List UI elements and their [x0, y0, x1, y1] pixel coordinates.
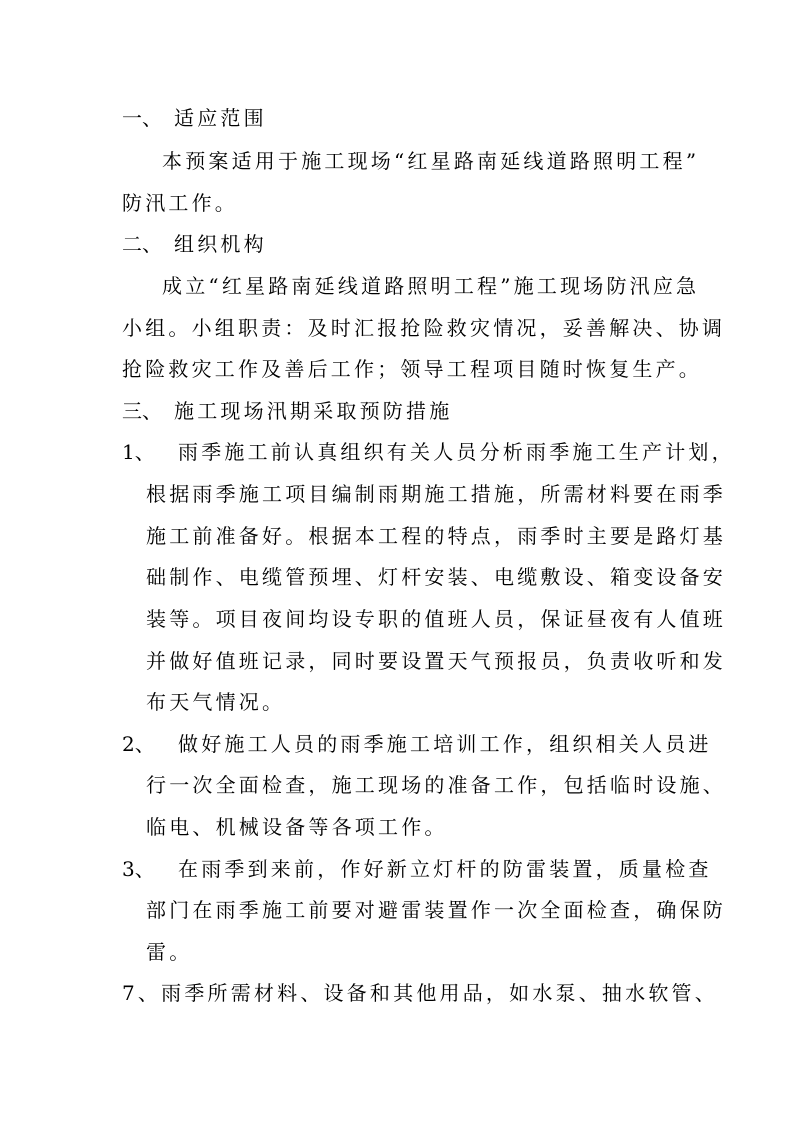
list-item-line: 7、雨季所需材料、设备和其他用品，如水泵、抽水软管、 — [122, 981, 718, 1005]
section-title: 组织机构 — [174, 232, 267, 256]
list-item-line: 根据雨季施工项目编制雨期施工措施，所需材料要在雨季 — [146, 482, 726, 506]
paragraph-line: 小组。小组职责：及时汇报抢险救灾情况，妥善解决、协调 — [122, 316, 726, 340]
paragraph-line: 抢险救灾工作及善后工作；领导工程项目随时恢复生产。 — [122, 357, 702, 381]
list-item-line: 施工前准备好。根据本工程的特点，雨季时主要是路灯基 — [146, 524, 726, 548]
list-item-line: 础制作、电缆管预埋、灯杆安装、电缆敷设、箱变设备安 — [146, 565, 726, 589]
section-heading-3 — [122, 397, 452, 425]
list-item-line: 雨季施工前认真组织有关人员分析雨季施工生产计划， — [178, 440, 735, 464]
list-item-line: 行一次全面检查，施工现场的准备工作，包括临时设施、 — [146, 773, 726, 797]
paragraph-line: 本预案适用于施工现场“红星路南延线道路照明工程” — [162, 149, 700, 173]
paragraph-line: 防汛工作。 — [122, 191, 238, 215]
paragraph-line: 成立“红星路南延线道路照明工程”施工现场防汛应急 — [162, 274, 700, 298]
list-item-number: 2、 — [122, 732, 155, 756]
section-heading-2 — [122, 230, 267, 258]
list-item-line: 布天气情况。 — [146, 690, 286, 714]
list-item-number: 1、 — [122, 440, 155, 464]
list-item-line: 临电、机械设备等各项工作。 — [146, 815, 448, 839]
section-number: 一、 — [122, 106, 162, 130]
list-item-line: 装等。项目夜间均设专职的值班人员，保证昼夜有人值班 — [146, 607, 726, 631]
list-item-line: 在雨季到来前，作好新立灯杆的防雷装置，质量检查 — [178, 857, 712, 881]
section-title: 适应范围 — [174, 106, 267, 130]
list-item-line: 雷。 — [146, 940, 193, 964]
list-item-number: 3、 — [122, 857, 155, 881]
list-item-line: 并做好值班记录，同时要设置天气预报员，负责收听和发 — [146, 649, 726, 673]
section-number: 二、 — [122, 232, 162, 256]
section-number: 三、 — [122, 399, 162, 423]
section-title: 施工现场汛期采取预防措施 — [174, 399, 453, 423]
list-item-line: 部门在雨季施工前要对避雷装置作一次全面检查，确保防 — [146, 898, 726, 922]
section-heading-1 — [122, 104, 267, 132]
list-item-line: 做好施工人员的雨季施工培训工作，组织相关人员进 — [178, 732, 712, 756]
